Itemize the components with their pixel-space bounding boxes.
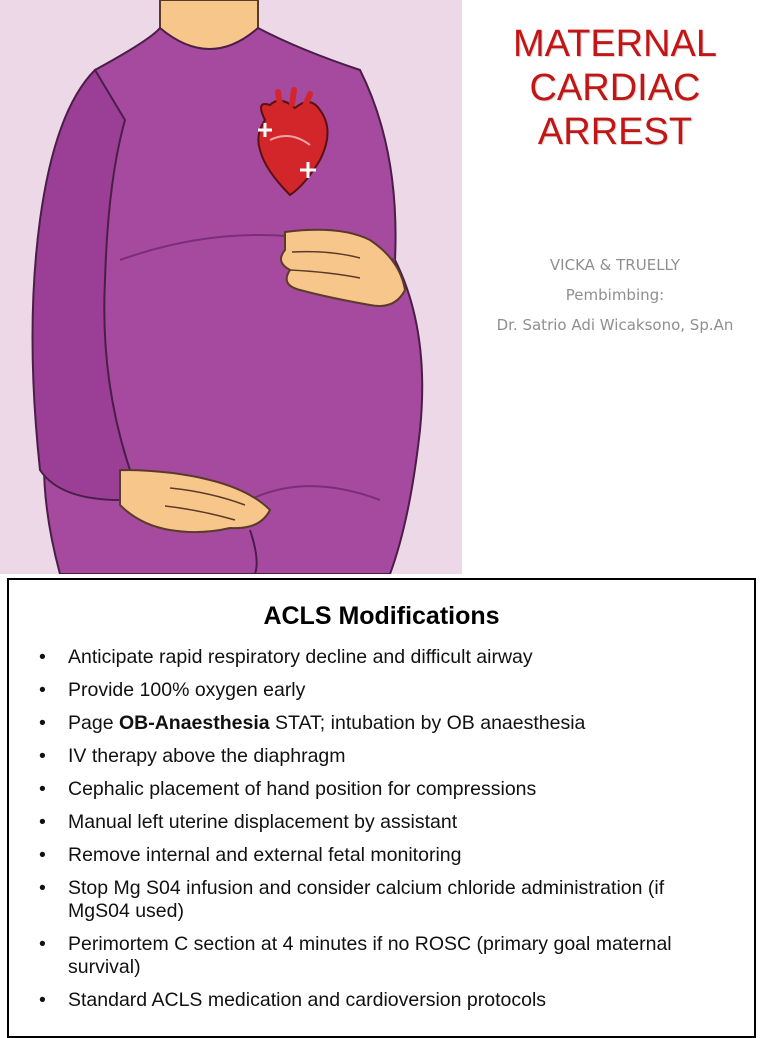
bullet: • — [39, 877, 46, 899]
list-item — [35, 811, 728, 834]
item-text-pre: Page — [68, 712, 119, 734]
title-line-1: MATERNAL — [512, 23, 718, 65]
acls-heading: ACLS Modifications — [263, 602, 500, 630]
item-text: Remove internal and external fetal monitoring — [68, 844, 462, 866]
title-line-3: ARREST — [537, 111, 693, 153]
item-text-post: STAT; intubation by OB anaesthesia — [269, 712, 586, 734]
list-item — [35, 712, 728, 735]
title-line-2: CARDIAC — [529, 67, 701, 109]
supervisor-label: Pembimbing: — [565, 286, 665, 304]
list-item — [35, 778, 728, 801]
pregnant-woman-drawing — [0, 0, 462, 574]
pregnant-woman-illustration — [0, 0, 462, 574]
item-text-bold: OB-Anaesthesia — [118, 712, 270, 734]
item-text: Anticipate rapid respiratory decline and difficult airway — [68, 646, 533, 668]
acls-list — [35, 646, 728, 1022]
list-item — [35, 679, 728, 702]
item-text: Manual left uterine displacement by assistant — [68, 811, 458, 833]
item-text: Perimortem C section at 4 minutes if no ROSC (primary goal maternal survival) — [68, 933, 672, 978]
item-text: Provide 100% oxygen early — [68, 679, 306, 701]
list-item — [35, 844, 728, 867]
bullet: • — [39, 646, 46, 668]
item-text: IV therapy above the diaphragm — [68, 745, 346, 767]
item-text: Stop Mg S04 infusion and consider calcium chloride administration (if MgS04 used) — [68, 877, 665, 922]
slide-title — [462, 22, 768, 154]
bullet: • — [39, 745, 46, 767]
credits-block — [462, 250, 768, 340]
list-item — [35, 646, 728, 669]
item-text: Standard ACLS medication and cardioversion protocols — [68, 989, 547, 1011]
list-item — [35, 745, 728, 768]
item-text: Cephalic placement of hand position for compressions — [68, 778, 537, 800]
list-item — [35, 989, 728, 1012]
bullet: • — [39, 844, 46, 866]
bullet: • — [39, 989, 46, 1011]
authors: VICKA & TRUELLY — [549, 256, 681, 274]
bullet: • — [39, 679, 46, 701]
bullet: • — [39, 778, 46, 800]
list-item — [35, 933, 728, 979]
bullet: • — [39, 933, 46, 955]
supervisor-name: Dr. Satrio Adi Wicaksono, Sp.An — [496, 316, 734, 334]
acls-slide — [7, 578, 756, 1038]
bullet: • — [39, 712, 46, 734]
bullet: • — [39, 811, 46, 833]
list-item — [35, 877, 668, 923]
